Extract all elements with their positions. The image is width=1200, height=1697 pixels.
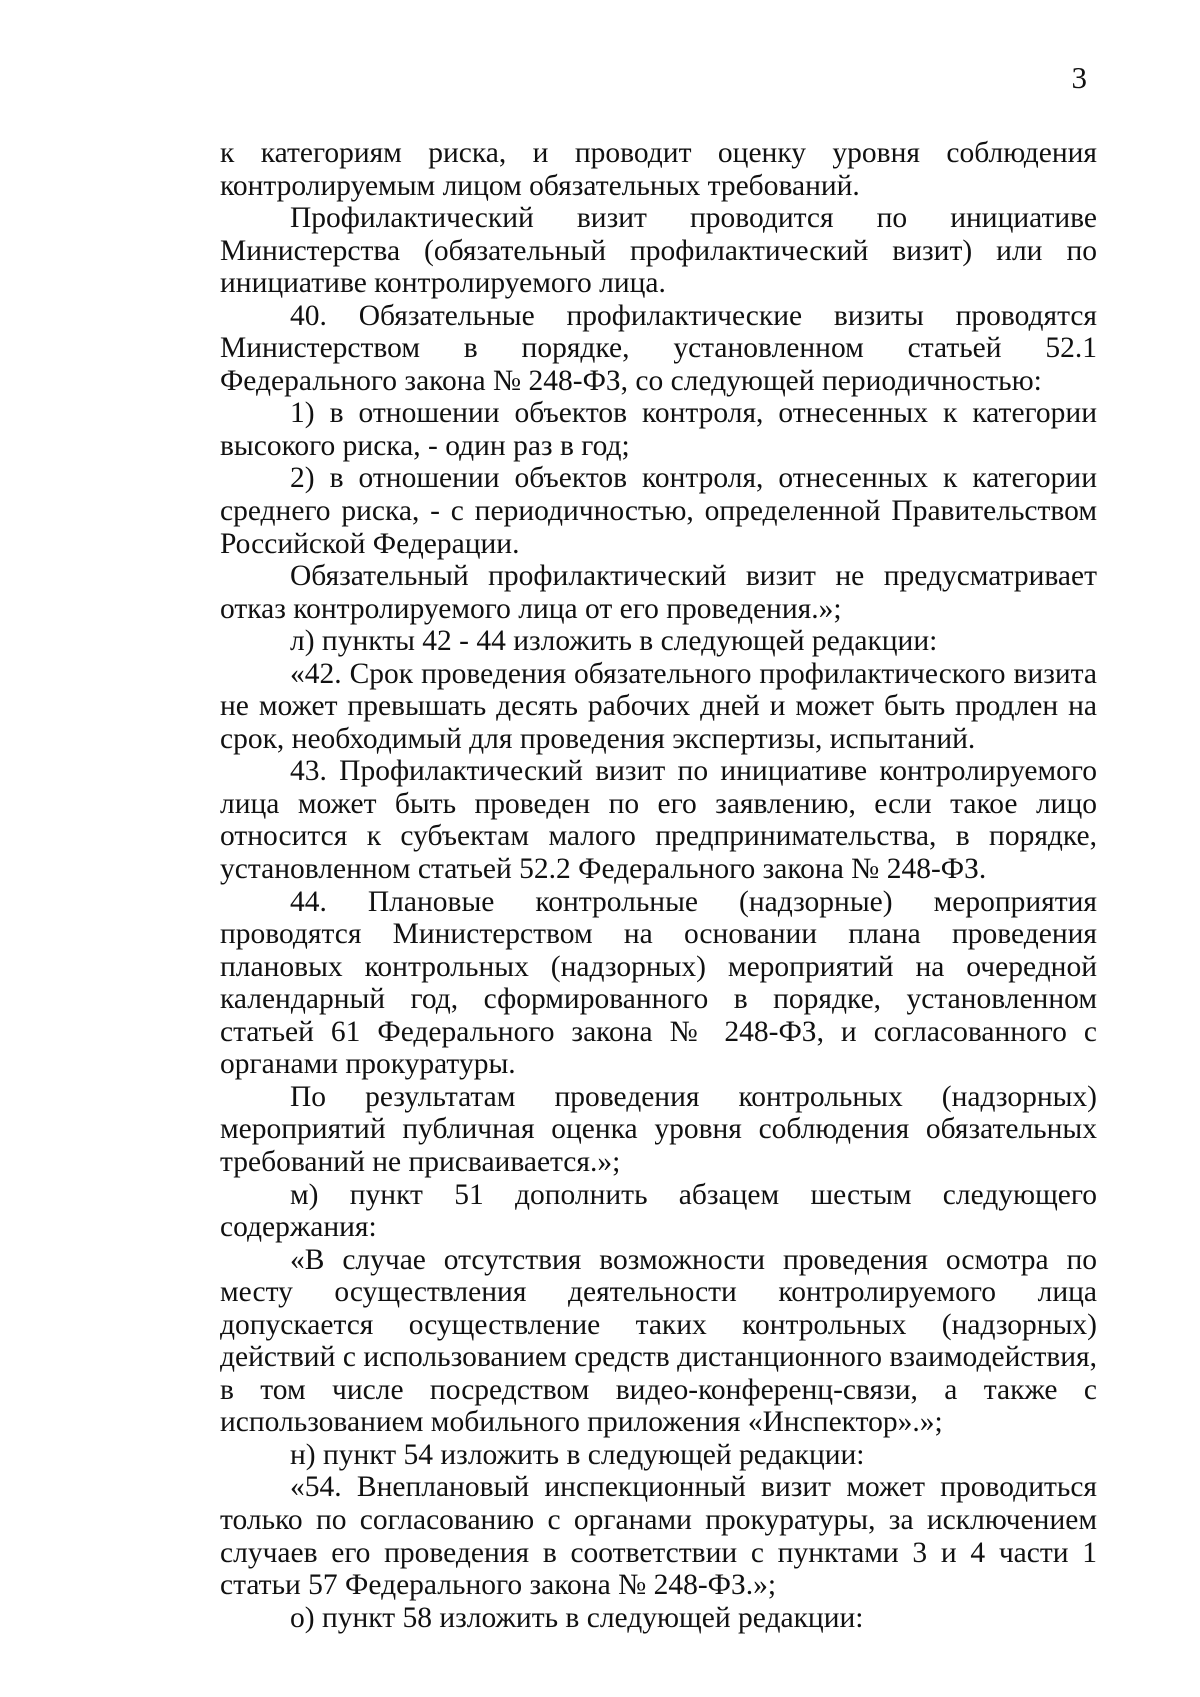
document-body [220, 137, 1097, 1634]
paragraph-item-42: «42. Срок проведения обязательного профилактического визита не может превышать десять рабочих дней и может быть продлен на срок, необходимый для проведения экспертизы, испытаний. [220, 657, 1097, 755]
paragraph-public-assessment: По результатам проведения контрольных (надзорных) мероприятий публичная оценка уровня соблюдения обязательных требований не присваивается.»; [220, 1080, 1097, 1178]
paragraph-amendment-o: о) пункт 58 изложить в следующей редакции: [290, 1601, 864, 1634]
paragraph-item-40: 40. Обязательные профилактические визиты проводятся Министерством в порядке, установленном статьей 52.1 Федерального закона № 248-ФЗ, со следующей периодичностью: [220, 299, 1097, 397]
paragraph-amendment-l: л) пункты 42 - 44 изложить в следующей редакции: [290, 625, 938, 658]
paragraph-amendment-m: м) пункт 51 дополнить абзацем шестым следующего содержания: [220, 1178, 1097, 1244]
paragraph-amendment-n: н) пункт 54 изложить в следующей редакции: [290, 1438, 865, 1471]
paragraph-visit-initiative: Профилактический визит проводится по инициативе Министерства (обязательный профилактический визит) или по инициативе контролируемого лица. [220, 202, 1097, 300]
paragraph-subitem-2: 2) в отношении объектов контроля, отнесенных к категории среднего риска, - с периодичностью, определенной Правительством Российской Федерации. [220, 462, 1097, 560]
paragraph-item-44: 44. Плановые контрольные (надзорные) мероприятия проводятся Министерством на основании плана проведения плановых контрольных (надзорных) мероприятий на очередной календарный год, сформированного в порядке, установленном статьей 61 Федерального закона № 248-ФЗ, и согласованного с органами прокуратуры. [220, 885, 1097, 1081]
page-number: 3 [1071, 60, 1087, 95]
paragraph-no-refusal: Обязательный профилактический визит не предусматривает отказ контролируемого лица от его проведения.»; [220, 560, 1097, 625]
paragraph-subitem-1: 1) в отношении объектов контроля, отнесенных к категории высокого риска, - один раз в год; [220, 397, 1097, 462]
paragraph-item-43: 43. Профилактический визит по инициативе контролируемого лица может быть проведен по его заявлению, если такое лицо относится к субъектам малого предпринимательства, в порядке, установленном статьей 52.2 Федерального закона № 248-ФЗ. [220, 755, 1097, 886]
paragraph-remote-interaction: «В случае отсутствия возможности проведения осмотра по месту осуществления деятельности контролируемого лица допускается осуществление таких контрольных (надзорных) действий с использованием средств дистанционного взаимодействия, в том числе посредством видео-конференц-связи, а также с использованием мобильного приложения «Инспектор».»; [220, 1243, 1097, 1439]
paragraph-continuation: к категориям риска, и проводит оценку уровня соблюдения контролируемым лицом обязательных требований. [220, 137, 1097, 202]
paragraph-item-54: «54. Внеплановый инспекционный визит может проводиться только по согласованию с органами прокуратуры, за исключением случаев его проведения в соответствии с пунктами 3 и 4 части 1 статьи 57 Федерального закона № 248-ФЗ.»; [220, 1471, 1097, 1602]
